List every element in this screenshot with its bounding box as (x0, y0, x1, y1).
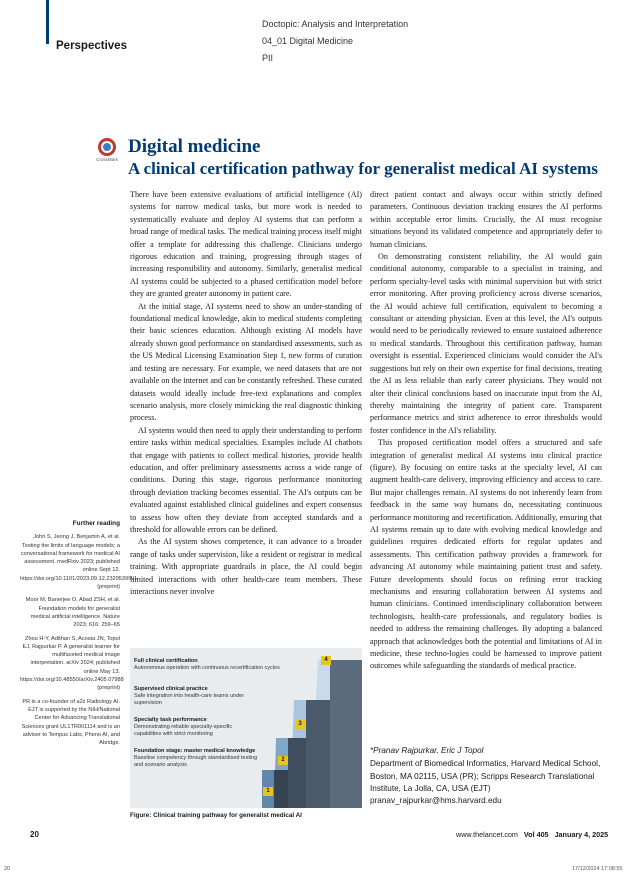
doctopic-meta (262, 16, 408, 67)
stage-title: Supervised clinical practice (134, 686, 208, 692)
stage-title: Full clinical certification (134, 658, 198, 664)
stage-description: Demonstrating reliable specialty-specific capabilities with strict monitoring (134, 724, 233, 737)
stage-3 (134, 686, 254, 707)
stage-badge-4: 4 (321, 656, 331, 665)
reference: Moor M, Banerjee O, Abad ZSH, et al. Foundation models for generalist medical artificial intelligence. Nature 2023; 616: 259–65 (25, 597, 120, 629)
stage-description: Safe integration into health-care teams under supervision (134, 693, 245, 706)
meta-line: Doctopic: Analysis and Interpretation (262, 19, 409, 29)
stage-badge-2: 2 (278, 756, 288, 765)
author-email[interactable]: pranav_rajpurkar@hms.harvard.edu (370, 796, 502, 806)
crossmark-icon (98, 138, 116, 156)
step-2-block (288, 738, 306, 808)
article-subtitle: A clinical certification pathway for generalist medical AI systems (128, 159, 598, 178)
stage-description: Autonomous operation with continuous recertification cycles (134, 665, 280, 671)
affiliation-line: Institute, La Jolla, CA, USA (EJT) (370, 783, 491, 793)
journal-volume: Vol 405 (523, 830, 549, 839)
author-signature (370, 745, 610, 807)
meta-line: PII (262, 53, 274, 63)
stage-1 (134, 748, 264, 769)
paragraph: This proposed certification model offers a structured and safe integration of generalist medical AI systems into clinical practice (figure). By focusing on entire tasks at the specialty level, AI can augment health-care delivery, improving efficiency and access to care. But major challenges remain. AI systems do not inherently learn from feedback in the same way humans do, necessitating continuous performance monitoring and recertification. Additionally, ensuring that AI systems remain up to date with evolving medical knowledge and guidelines requires dedicated efforts for regular updates and assessments. This certification pathway provides a framework for advancing AI autonomy while maintaining patient trust and safety. Future developments should focus on refining error tracking mechanisms and ensuring collaboration between AI systems and human clinicians. Continued interdisciplinary collaboration between technologists, health-care professionals, and regulatory bodies is needed to address the remaining challenges. By adopting a balanced approach that acknowledges both the potential and limitations of AI in medicine, these techno-logies could be harnessed to improve patient outcomes while safeguarding the standards of medical practice. (370, 438, 602, 671)
author-names: *Pranav Rajpurkar, Eric J Topol (370, 746, 484, 755)
step-3-block (306, 700, 330, 808)
pathway-figure (130, 648, 362, 808)
stage-4 (134, 658, 314, 672)
affiliation-line: Department of Biomedical Informatics, Harvard Medical School, (370, 759, 601, 769)
paragraph: AI systems would then need to apply their understanding to perform entire tasks within medical specialties. Examples include AI chatbots that engage with patients to collect medical histories, provide health education, and offer preliminary assessments across a wide range of conditions. During this stage, rigorous performance monitoring through deviation tracking becomes essential. The AI's outputs can be evaluated against established clinical guidelines and expert consensus to assess how often they deviate from accepted standards and a threshold for allowable errors can be defined. (130, 425, 362, 534)
paragraph: direct patient contact and always occur within strictly defined parameters. Continuous deviation tracking ensures the AI performs within acceptable error limits. Crucially, the AI must recognise situations beyond its validated competence and appropriately defer to human clinicians. (370, 190, 602, 249)
affiliation-line: Boston, MA 02115, USA (PR); Scripps Research Translational (370, 771, 595, 781)
stage-badge-3: 3 (295, 720, 305, 729)
print-stamp-time: 17/12/2024 17:08:55 (572, 866, 623, 872)
print-stamp-page: 20 (4, 866, 11, 872)
header-rule (46, 0, 49, 44)
left-column (130, 189, 362, 598)
further-reading (20, 520, 138, 752)
crossmark-badge[interactable] (96, 138, 118, 162)
paragraph: There have been extensive evaluations of artificial intelligence (AI) systems for narrow medical tasks, but more work is needed to systematically evaluate and deploy AI systems that can perform a broad range of medical tasks. The medical training process itself might offer a template for addressing this challenge. Clinicians undergo rigorous education and training, progressing through stages of increasing responsibility and autonomy. Similarly, generalist medical AI systems could be subjected to a phased certification model before they are granted greater autonomy in patient care. (130, 190, 362, 299)
paragraph: On demonstrating consistent reliability, the AI would gain conditional autonomy, comparable to a specialist in training, and perform specialty-level tasks with minimal supervision but with strict error monitoring. After proving proficiency across diverse scenarios, the AI would achieve full certification, equivalent to becoming a consultant or attending physician. Even at this level, the AI's outputs would need to be periodically reviewed to ensure sustained adherence to medical standards. Throughout this certification pathway, human oversight is essential. Experienced clinicians would consider the AI's suggestions but rely on their own expertise for final decisions, treating the AI as less reliable than early career physicians. They would not alter their clinical conclusions based on inaccurate input from the AI, thereby maintaining the integrity of patient care. Transparent performance metrics and strict adherence to error thresholds would foster confidence in the AI's reliability. (370, 252, 602, 435)
stage-badge-1: 1 (263, 787, 273, 796)
stage-2 (134, 717, 259, 738)
journal-site[interactable]: www.thelancet.com (456, 830, 518, 839)
stage-title: Foundation stage: master medical knowledge (134, 748, 256, 754)
figure-caption: Figure: Clinical training pathway for generalist medical AI (130, 812, 302, 819)
stage-title: Specialty task performance (134, 717, 207, 723)
reference: Johri S, Jeong J, Benjamin A, et al. Testing the limits of language models: a conversational framework for medical AI assessment. medRxiv 2023; published online Sept 12. https://doi.org/10.1101/2023.09.12.23295399v1 (preprint) (20, 534, 138, 591)
meta-line: 04_01 Digital Medicine (262, 36, 354, 46)
further-reading-heading: Further reading (72, 520, 120, 527)
step-1-block (274, 770, 288, 808)
step-4-block (330, 660, 362, 808)
section-label: Perspectives (56, 40, 127, 52)
right-column (370, 189, 602, 673)
paragraph: At the initial stage, AI systems need to show an under-standing of foundational medical knowledge, akin to medical students completing their basic sciences education. Although existing AI models have already shown good performance on standardised assessments, such as the US Medical Licensing Examination Step 1, new forms of curation and testing are necessary. For example, we need datasets that are not available on the internet and can be constantly refreshed. These curated datasets would ideally include free-text explanations and complex scenario analysis, more closely mimicking the real diagnostic thinking process. (130, 301, 362, 423)
article-title: Digital medicine (128, 136, 261, 157)
stage-description: Baseline competency through standardised testing and scenario analysis (134, 755, 258, 768)
disclosure-note: PR is a co-founder of a2z Radiology AI. EJT is supported by the NIH/National Center for Advancing Translational Sciences grant UL1TR001114 and is an adviser to Tempus Labs, Pheno AI, and Abridge. (21, 698, 120, 747)
page-number: 20 (30, 830, 39, 839)
reference: Zhou H-Y, Adithan S, Acosta JN, Topol EJ, Rajpurkar P. A generalist learner for multifaceted medical image interpretation. arXiv 2024; published online May 13. https://doi.org/10.48550/arXiv.2405.07988 (preprint) (20, 635, 124, 692)
paragraph: As the AI system shows competence, it can advance to a broader range of tasks under supervision, like a resident or registrar in medical training. With appropriate guardrails in place, the AI could begin limited interactions with other health-care team members. These interactions never involve (130, 537, 362, 596)
journal-date: January 4, 2025 (554, 830, 609, 839)
crossmark-label: CrossMark (96, 157, 118, 162)
journal-footer (456, 830, 608, 839)
